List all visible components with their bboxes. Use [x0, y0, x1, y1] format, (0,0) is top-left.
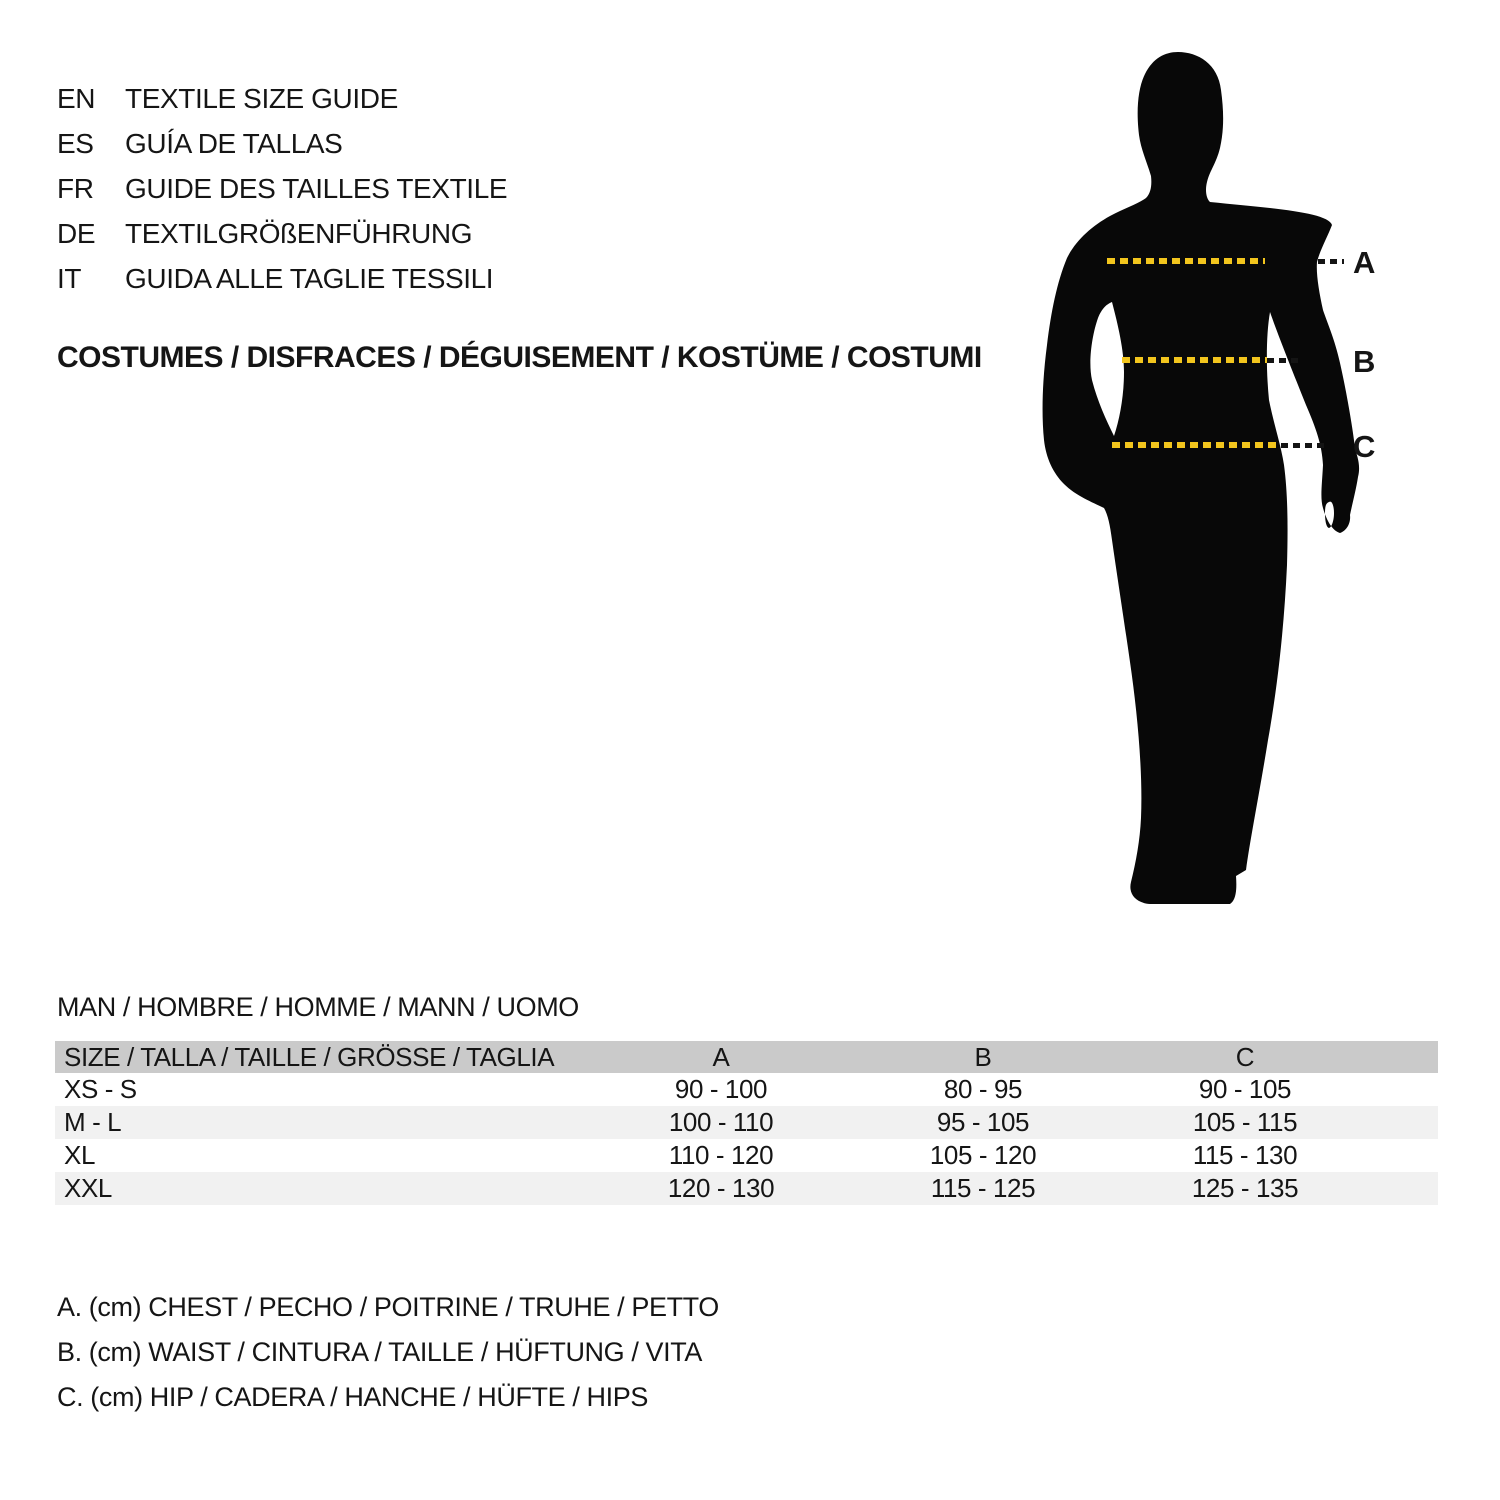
table-header-col-c: C: [1235, 1041, 1255, 1072]
chest-line-black-dashes: [1318, 259, 1344, 264]
size-cell: XL: [64, 1140, 96, 1170]
language-title: GUÍA DE TALLAS: [125, 128, 343, 159]
language-row-fr: [57, 173, 507, 218]
table-header-row: [55, 1041, 1438, 1073]
table-header-size: SIZE / TALLA / TAILLE / GRÖSSE / TAGLIA: [64, 1041, 555, 1072]
category-title: COSTUMES / DISFRACES / DÉGUISEMENT / KOSTÜME / COSTUMI: [57, 341, 982, 374]
language-code: IT: [57, 263, 82, 294]
marker-label-c: C: [1353, 429, 1375, 464]
marker-label-b: B: [1353, 344, 1375, 379]
value-c-cell: 125 - 135: [1191, 1173, 1299, 1203]
value-c-cell: 90 - 105: [1198, 1074, 1292, 1104]
language-row-it: [57, 263, 507, 308]
section-title-man: MAN / HOMBRE / HOMME / MANN / UOMO: [57, 992, 579, 1022]
value-b-cell: 115 - 125: [930, 1173, 1036, 1203]
value-a-cell: 100 - 110: [668, 1107, 774, 1137]
marker-label-a: A: [1353, 245, 1375, 280]
size-cell: M - L: [64, 1107, 122, 1137]
man-silhouette: [1040, 50, 1360, 906]
table-row: [55, 1106, 1438, 1139]
chest-line-yellow-dashes: [1107, 258, 1265, 264]
value-b-cell: 95 - 105: [936, 1107, 1030, 1137]
value-a-cell: 120 - 130: [667, 1173, 775, 1203]
value-b-cell: 80 - 95: [943, 1074, 1023, 1104]
language-title-list: [57, 83, 507, 308]
size-cell: XXL: [64, 1173, 112, 1203]
table-header-col-b: B: [974, 1041, 992, 1072]
measurement-legend: [57, 1292, 719, 1427]
language-row-es: [57, 128, 507, 173]
language-row-de: [57, 218, 507, 263]
legend-chest: A. (cm) CHEST / PECHO / POITRINE / TRUHE / PETTO: [57, 1292, 719, 1322]
language-title: GUIDE DES TAILLES TEXTILE: [125, 173, 508, 204]
legend-waist: B. (cm) WAIST / CINTURA / TAILLE / HÜFTUNG / VITA: [57, 1337, 702, 1367]
hip-line-black-dashes: [1281, 443, 1324, 448]
value-a-cell: 110 - 120: [668, 1140, 774, 1170]
table-row: [55, 1139, 1438, 1172]
table-row: [55, 1172, 1438, 1205]
value-b-cell: 105 - 120: [929, 1140, 1037, 1170]
language-code: FR: [57, 173, 94, 204]
table-header-col-a: A: [712, 1041, 730, 1072]
value-c-cell: 105 - 115: [1192, 1107, 1298, 1137]
table-row: [55, 1073, 1438, 1106]
language-code: ES: [57, 128, 94, 159]
size-cell: XS - S: [64, 1074, 137, 1104]
value-a-cell: 90 - 100: [674, 1074, 768, 1104]
language-title: TEXTILGRÖßENFÜHRUNG: [125, 218, 473, 249]
language-row-en: [57, 83, 507, 128]
value-c-cell: 115 - 130: [1192, 1140, 1298, 1170]
waist-line-black-dashes: [1267, 358, 1298, 363]
language-title: GUIDA ALLE TAGLIE TESSILI: [125, 263, 494, 294]
language-code: DE: [57, 218, 96, 249]
legend-hip: C. (cm) HIP / CADERA / HANCHE / HÜFTE / HIPS: [57, 1382, 648, 1412]
hip-line-yellow-dashes: [1112, 442, 1279, 448]
language-title: TEXTILE SIZE GUIDE: [125, 83, 398, 114]
size-table: [55, 1041, 1438, 1205]
waist-line-yellow-dashes: [1122, 357, 1267, 363]
language-code: EN: [57, 83, 96, 114]
